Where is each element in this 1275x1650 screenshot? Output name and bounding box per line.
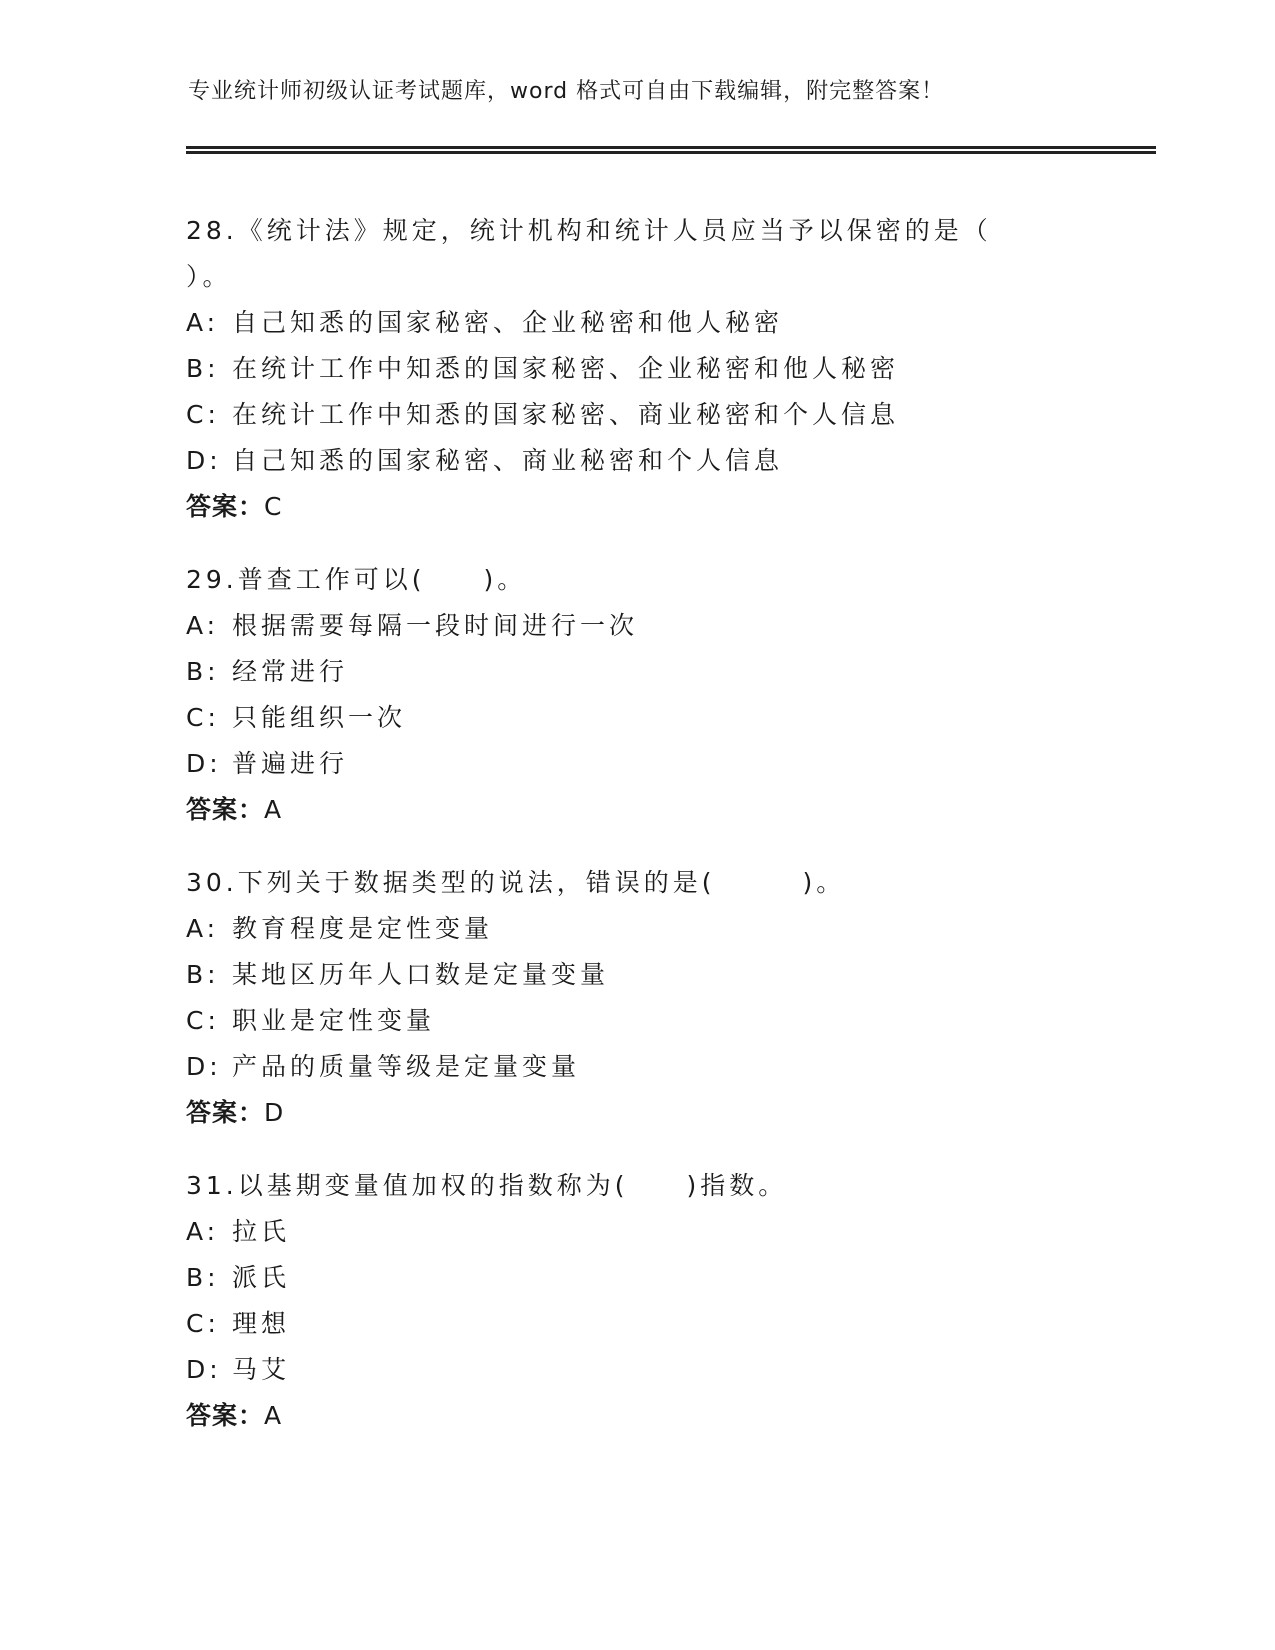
question-text: 下列关于数据类型的说法，错误的是( )。 (237, 868, 846, 897)
answer-value: C (264, 492, 283, 521)
option-a (186, 906, 1086, 952)
option-key: C: (186, 1006, 220, 1035)
option-key: D: (186, 446, 222, 475)
question-stem (186, 557, 1086, 603)
option-text: 经常进行 (232, 657, 349, 686)
option-b (186, 346, 1086, 392)
option-key: A: (186, 308, 220, 337)
question-stem (186, 1163, 1086, 1209)
document-header: 专业统计师初级认证考试题库，word 格式可自由下载编辑，附完整答案！ (188, 79, 945, 104)
option-d (186, 1347, 1086, 1393)
question-text: 以基期变量值加权的指数称为( )指数。 (237, 1171, 788, 1200)
option-key: B: (186, 1263, 220, 1292)
answer-line (186, 1090, 1086, 1136)
option-text: 理想 (232, 1309, 291, 1338)
option-text: 根据需要每隔一段时间进行一次 (232, 611, 639, 640)
answer-value: A (264, 1401, 283, 1430)
answer-value: D (264, 1098, 285, 1127)
option-text: 教育程度是定性变量 (232, 914, 494, 943)
question-31 (186, 1163, 1086, 1439)
option-key: A: (186, 914, 220, 943)
question-30 (186, 860, 1086, 1136)
option-a (186, 1209, 1086, 1255)
answer-label: 答案： (186, 1098, 265, 1127)
question-list (186, 208, 1086, 1466)
question-number: 28. (186, 216, 238, 245)
question-29 (186, 557, 1086, 833)
option-key: A: (186, 1217, 220, 1246)
option-c (186, 1301, 1086, 1347)
option-text: 某地区历年人口数是定量变量 (232, 960, 610, 989)
option-text: 马艾 (232, 1355, 291, 1384)
option-a (186, 300, 1086, 346)
option-b (186, 649, 1086, 695)
option-key: D: (186, 749, 222, 778)
option-c (186, 392, 1086, 438)
option-key: A: (186, 611, 220, 640)
option-d (186, 741, 1086, 787)
answer-value: A (264, 795, 283, 824)
question-stem (186, 860, 1086, 906)
header-rule-top (186, 146, 1156, 149)
option-text: 自己知悉的国家秘密、企业秘密和他人秘密 (232, 308, 784, 337)
option-text: 普遍进行 (232, 749, 349, 778)
option-c (186, 998, 1086, 1044)
option-key: C: (186, 400, 220, 429)
option-key: C: (186, 703, 220, 732)
answer-label: 答案： (186, 795, 265, 824)
option-a (186, 603, 1086, 649)
answer-label: 答案： (186, 1401, 265, 1430)
option-key: C: (186, 1309, 220, 1338)
option-text: 派氏 (232, 1263, 291, 1292)
question-number: 31. (186, 1171, 238, 1200)
question-text: 普查工作可以( )。 (237, 565, 527, 594)
option-key: B: (186, 354, 220, 383)
question-stem (186, 208, 1050, 300)
option-c (186, 695, 1086, 741)
question-28 (186, 208, 1086, 530)
answer-line (186, 484, 1086, 530)
option-key: B: (186, 657, 220, 686)
answer-line (186, 787, 1086, 833)
option-key: B: (186, 960, 220, 989)
option-text: 在统计工作中知悉的国家秘密、企业秘密和他人秘密 (232, 354, 900, 383)
header-rule-bottom (186, 151, 1156, 154)
option-text: 产品的质量等级是定量变量 (232, 1052, 581, 1081)
option-text: 只能组织一次 (232, 703, 407, 732)
option-text: 自己知悉的国家秘密、商业秘密和个人信息 (232, 446, 784, 475)
option-key: D: (186, 1355, 222, 1384)
question-number: 30. (186, 868, 238, 897)
answer-label: 答案： (186, 492, 265, 521)
option-text: 在统计工作中知悉的国家秘密、商业秘密和个人信息 (232, 400, 900, 429)
option-d (186, 438, 1086, 484)
option-d (186, 1044, 1086, 1090)
option-text: 拉氏 (232, 1217, 291, 1246)
option-b (186, 1255, 1086, 1301)
question-number: 29. (186, 565, 238, 594)
question-text: 《统计法》规定，统计机构和统计人员应当予以保密的是（ ）。 (186, 216, 1050, 291)
answer-line (186, 1393, 1086, 1439)
option-key: D: (186, 1052, 222, 1081)
option-text: 职业是定性变量 (232, 1006, 436, 1035)
option-b (186, 952, 1086, 998)
